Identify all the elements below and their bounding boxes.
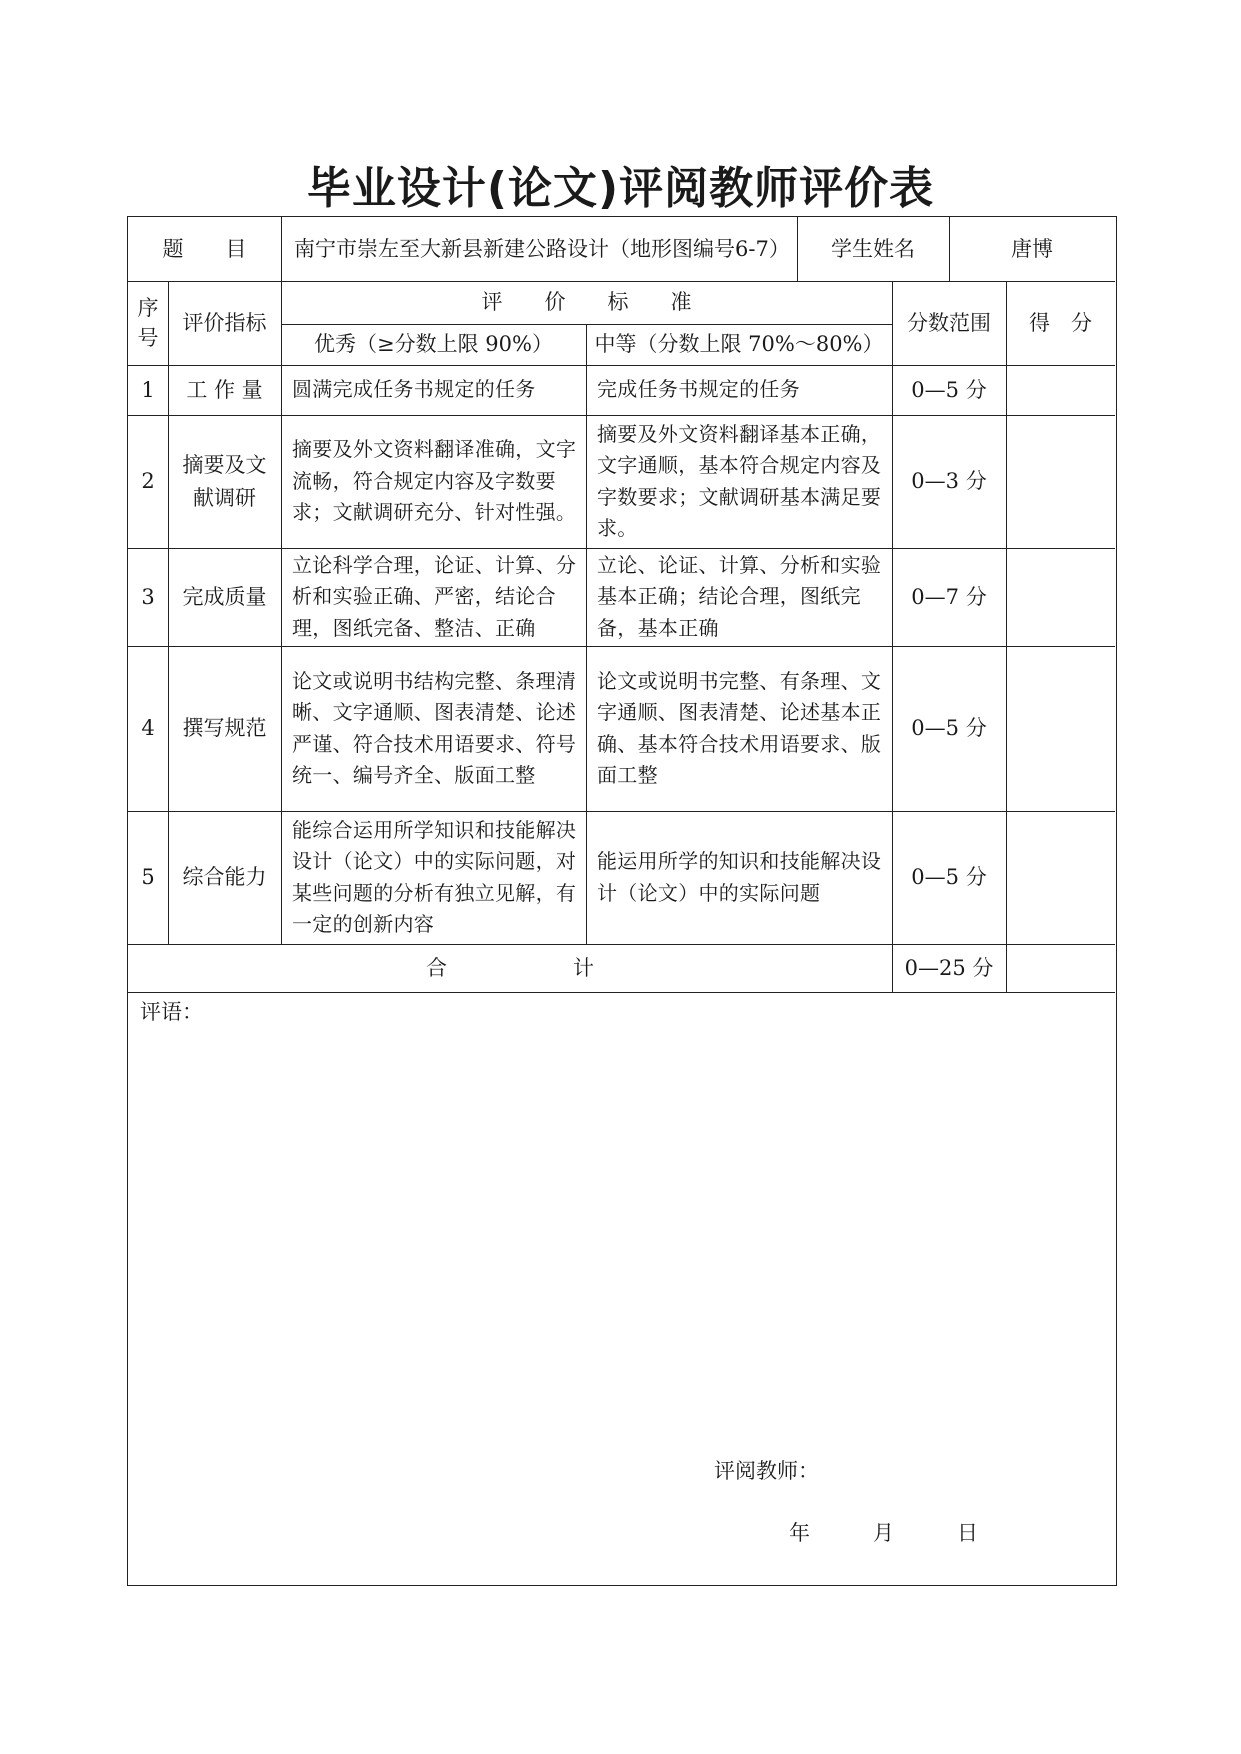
row-4-score[interactable] — [1006, 646, 1115, 811]
row-5-indicator: 综合能力 — [182, 865, 267, 889]
column-criteria: 评 价 标 准 — [481, 290, 692, 314]
reviewer-label: 评阅教师： — [714, 1459, 819, 1483]
row-1-excellent: 圆满完成任务书规定的任务 — [292, 377, 536, 402]
row-4-medium: 论文或说明书完整、有条理、文字通顺、图表清楚、论述基本正确、基本符合技术用语要求、版面工整 — [597, 668, 882, 787]
row-5-medium: 能运用所学的知识和技能解决设计（论文）中的实际问题 — [597, 849, 882, 905]
row-1-no: 1 — [141, 377, 155, 402]
student-name-value: 唐博 — [1011, 236, 1053, 261]
row-2-medium: 摘要及外文资料翻译基本正确，文字通顺，基本符合规定内容及字数要求；文献调研基本满足要求。 — [597, 421, 882, 540]
total-score[interactable] — [1006, 944, 1115, 992]
row-3-score[interactable] — [1006, 548, 1115, 646]
row-2-no: 2 — [141, 469, 155, 493]
row-4-range: 0—5 分 — [911, 716, 987, 740]
row-4-indicator: 撰写规范 — [182, 716, 267, 740]
date-label: 年 月 日 — [789, 1521, 978, 1545]
total-label: 合 计 — [426, 955, 594, 980]
row-2-score[interactable] — [1006, 415, 1115, 548]
column-indicator: 评价指标 — [182, 310, 267, 335]
column-score: 得 分 — [1029, 310, 1092, 335]
row-4-no: 4 — [141, 716, 155, 740]
row-2-excellent: 摘要及外文资料翻译准确，文字流畅，符合规定内容及字数要求；文献调研充分、针对性强。 — [292, 437, 577, 525]
evaluation-form — [127, 216, 1117, 1586]
row-5-range: 0—5 分 — [911, 865, 987, 889]
row-2-indicator: 摘要及文献调研 — [182, 452, 267, 510]
column-range: 分数范围 — [907, 310, 991, 335]
student-name-label: 学生姓名 — [831, 236, 915, 261]
row-3-no: 3 — [141, 584, 155, 609]
column-excellent: 优秀（≥分数上限 90%） — [314, 332, 553, 356]
topic-value: 南宁市崇左至大新县新建公路设计（地形图编号6-7） — [294, 236, 790, 261]
topic-label: 题 目 — [162, 236, 247, 261]
row-3-medium: 立论、论证、计算、分析和实验基本正确；结论合理，图纸完备，基本正确 — [597, 552, 882, 640]
reviewer-signature-area[interactable] — [854, 1485, 1054, 1487]
row-3-range: 0—7 分 — [911, 584, 987, 609]
row-1-range: 0—5 分 — [911, 377, 987, 402]
comments-label: 评语： — [140, 1000, 203, 1024]
row-5-no: 5 — [141, 865, 155, 889]
column-seq: 序号 — [137, 296, 159, 350]
row-3-indicator: 完成质量 — [182, 584, 267, 609]
column-medium: 中等（分数上限 70%～80%） — [594, 332, 884, 356]
row-1-indicator: 工 作 量 — [186, 377, 263, 402]
row-4-excellent: 论文或说明书结构完整、条理清晰、文字通顺、图表清楚、论述严谨、符合技术用语要求、符号统一、编号齐全、版面工整 — [292, 668, 577, 787]
row-5-score[interactable] — [1006, 811, 1115, 944]
row-5-excellent: 能综合运用所学知识和技能解决设计（论文）中的实际问题，对某些问题的分析有独立见解，有一定的创新内容 — [292, 817, 577, 936]
comments-area[interactable] — [140, 1032, 1100, 1452]
total-range: 0—25 分 — [904, 955, 994, 980]
row-1-medium: 完成任务书规定的任务 — [597, 377, 800, 402]
row-3-excellent: 立论科学合理，论证、计算、分析和实验正确、严密，结论合理，图纸完备、整洁、正确 — [292, 552, 577, 640]
row-2-range: 0—3 分 — [911, 469, 987, 493]
row-1-score[interactable] — [1006, 365, 1115, 415]
page-title: 毕业设计(论文)评阅教师评价表 — [306, 163, 935, 214]
